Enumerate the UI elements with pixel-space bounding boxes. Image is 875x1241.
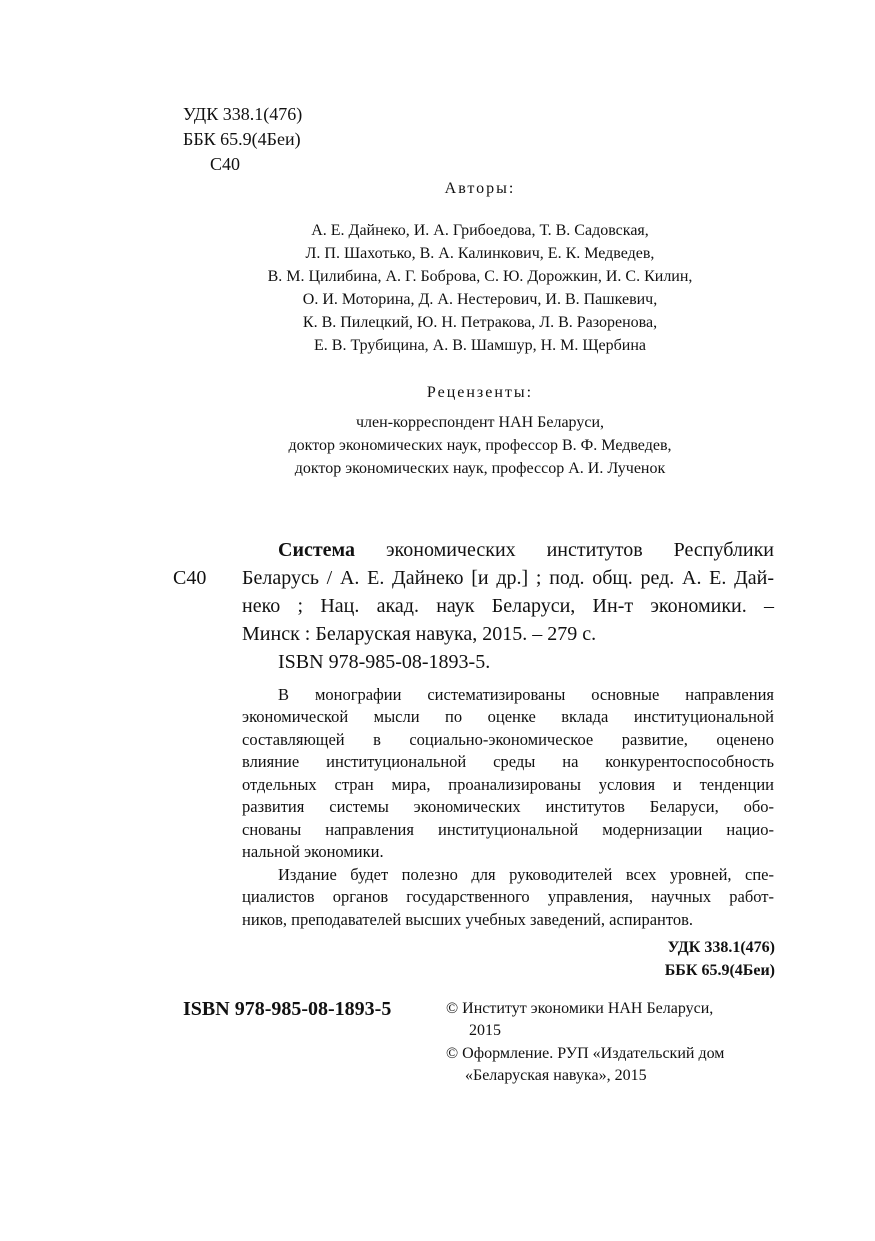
abstract-line: влияние институциональной среды на конкурентоспособность [242, 752, 774, 771]
abstract-line: ников, преподавателей высших учебных заведений, аспирантов. [242, 910, 694, 929]
footer-bbk-code: ББК 65.9(4Беи) [664, 962, 775, 979]
abstract-line: снованы направления институциональной модернизации нацио- [242, 820, 774, 839]
abstract-line: циалистов органов государственного управления, научных работ- [242, 887, 774, 906]
bibliography-line: Минск : Беларуская навука, 2015. – 279 с. [242, 623, 597, 645]
abstract-line: В монографии систематизированы основные направления [278, 685, 774, 704]
book-title-rest: экономических институтов Республики [385, 539, 774, 561]
author-line: О. И. Моторина, Д. А. Нестерович, И. В. Пашкевич, [302, 291, 658, 308]
author-line: Л. П. Шахотько, В. А. Калинкович, Е. К. Медведев, [305, 245, 655, 262]
reviewers-heading: Рецензенты: [426, 384, 534, 401]
author-sign-code: С40 [210, 154, 241, 174]
abstract-line: Издание будет полезно для руководителей всех уровней, спе- [278, 865, 774, 884]
bibliography-line: неко ; Нац. акад. наук Беларуси, Ин-т экономики. – [242, 595, 774, 617]
copyright-line: © Оформление. РУП «Издательский дом [446, 1045, 725, 1062]
authors-heading: Авторы: [444, 180, 516, 197]
abstract-line: отдельных стран мира, проанализированы условия и тенденции [242, 775, 774, 794]
copyright-year: 2015 [469, 1022, 501, 1039]
udk-code: УДК 338.1(476) [183, 104, 303, 124]
footer-udk-code: УДК 338.1(476) [667, 939, 775, 956]
reviewer-line: доктор экономических наук, профессор А. И. Лученок [294, 460, 666, 477]
author-line: Е. В. Трубицина, А. В. Шамшур, Н. М. Щербина [314, 337, 646, 354]
bibliography-isbn: ISBN 978-985-08-1893-5. [278, 651, 491, 673]
author-line: К. В. Пилецкий, Ю. Н. Петракова, Л. В. Разоренова, [302, 314, 658, 331]
reviewer-line: член-корреспондент НАН Беларуси, [356, 414, 604, 431]
abstract-line: нальной экономики. [242, 842, 384, 861]
abstract-line: развития системы экономических институтов Беларуси, обо- [242, 797, 774, 816]
copyright-line: © Институт экономики НАН Беларуси, [446, 1000, 714, 1017]
copyright-line: «Беларуская навука», 2015 [465, 1067, 647, 1084]
isbn-number: ISBN 978-985-08-1893-5 [183, 998, 392, 1020]
author-line: А. Е. Дайнеко, И. А. Грибоедова, Т. В. Садовская, [311, 222, 649, 239]
bibliography-code: С40 [173, 567, 207, 589]
abstract-line: экономической мысли по оценке вклада институциональной [242, 707, 774, 726]
bibliography-title-line [278, 536, 774, 564]
reviewer-line: доктор экономических наук, профессор В. Ф. Медведев, [288, 437, 672, 454]
bibliography-line: Беларусь / А. Е. Дайнеко [и др.] ; под. общ. ред. А. Е. Дай- [242, 567, 774, 589]
author-line: В. М. Цилибина, А. Г. Боброва, С. Ю. Дорожкин, И. С. Килин, [267, 268, 693, 285]
bbk-code: ББК 65.9(4Беи) [183, 129, 301, 149]
book-title-bold: Система [278, 539, 356, 561]
abstract-line: составляющей в социально-экономическое развитие, оценено [242, 730, 774, 749]
